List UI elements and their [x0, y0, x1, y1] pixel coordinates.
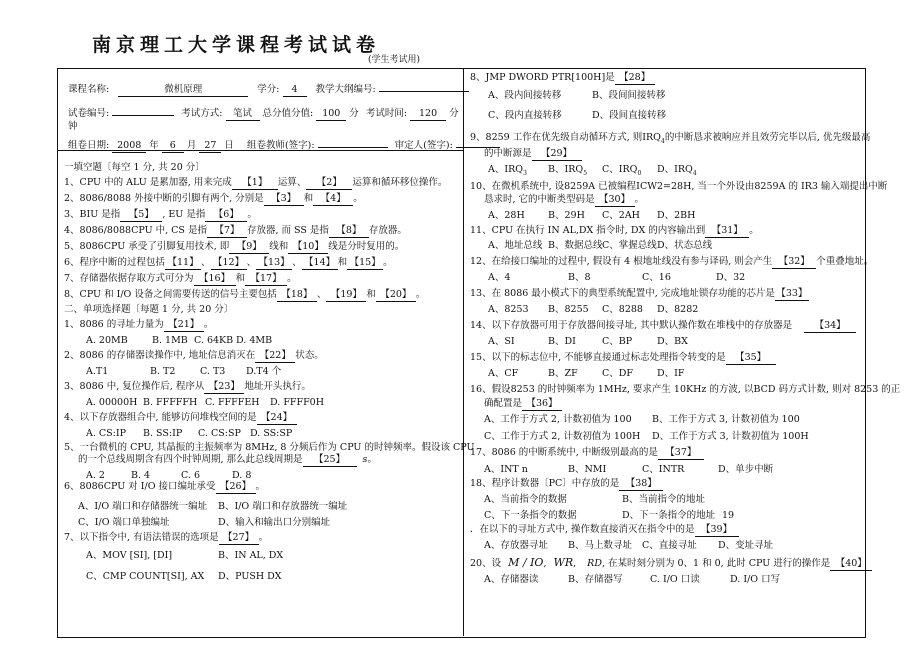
answer-blank: 【10】: [288, 241, 328, 254]
option-c: C、段内直接转移: [488, 110, 562, 121]
option-d: D、8282: [657, 304, 699, 315]
answer-blank: 【32】: [772, 256, 816, 269]
option-d: D、下一条指令的地址: [622, 510, 716, 521]
choice-q15: [470, 352, 776, 365]
q-text: 8、JMP DWORD PTR[100H]是: [470, 72, 615, 83]
q-text: 17、8086 的中断系统中, 中断级别最高的是: [470, 447, 658, 458]
option-d: D.T4 个: [246, 366, 282, 377]
signal-mio: M / IO: [508, 556, 544, 569]
option-d: D、32: [716, 272, 746, 283]
option-d: D. I/O 口写: [730, 574, 781, 585]
choice-q19: [470, 524, 739, 537]
time-unit-wrap: 钟: [68, 121, 78, 132]
option-d: D. FFFF0H: [270, 397, 325, 408]
option-b: B. FFFFFH: [143, 397, 198, 408]
time-value: 120: [410, 108, 446, 121]
signal-rd: RD: [587, 558, 602, 569]
answer-blank: 【39】: [695, 524, 739, 537]
option-d: D、单步中断: [718, 464, 774, 475]
q-text: 4、以下存放器组合中, 能够访问堆栈空间的是: [64, 412, 257, 423]
course-line: [68, 84, 469, 97]
choice-q10-line2: [484, 194, 644, 207]
section-fill-title: 一填空题〔每空 1 分, 共 20 分〕: [64, 162, 205, 173]
answer-blank: 【36】: [522, 398, 562, 411]
option-d: D. SS:SP: [250, 428, 293, 439]
choice-q11: [470, 225, 759, 238]
option-c: C. CS:SP: [198, 428, 241, 439]
q-text: 9、8259 工作在优先级自动循环方式, 则IRQ: [470, 132, 661, 143]
q-text: 存放器。: [368, 225, 407, 236]
answer-blank: 【3】: [264, 193, 304, 206]
option-b: B、ZF: [548, 368, 578, 379]
answer-blank: 【25】: [303, 454, 357, 467]
q-text: ．在以下的寻址方式中, 操作数直接消灭在指令中的是: [470, 524, 695, 535]
option-b: B、段间间接转移: [592, 90, 666, 101]
answer-blank: 【22】: [255, 350, 295, 363]
option-c: [602, 164, 641, 180]
choice-q16-line1: 16、假设8253 的时钟频率为 1MHz, 要求产生 10KHz 的方波, 以BCD 码方式计数, 则对 8253 的正: [470, 384, 901, 395]
time-label: 考试时间:: [365, 108, 408, 119]
option-b: B、8255: [548, 304, 589, 315]
option-text: D、IRQ: [657, 164, 693, 175]
answer-blank: 【19】: [326, 289, 366, 302]
option-a: A、4: [488, 272, 511, 283]
q-text: 的中断源是: [484, 148, 532, 159]
choice-q16-line2: [484, 398, 562, 411]
option-b: B、当前指令的地址: [622, 494, 705, 505]
answer-blank: 【40】: [830, 558, 872, 571]
date-day: 27: [199, 140, 221, 153]
papercode-label: 试卷编号:: [68, 108, 110, 119]
fill-q1: [64, 177, 447, 190]
q-text: 4、8086/8088CPU 中, CS 是指: [64, 225, 207, 236]
answer-blank: 【20】: [376, 289, 416, 302]
q-text: 、: [316, 289, 327, 300]
answer-blank: 【31】: [705, 225, 749, 238]
answer-blank: 【8】: [329, 225, 369, 238]
choice-q9-line1: [470, 132, 870, 148]
option-a: [488, 164, 527, 180]
choice-q20: [470, 557, 872, 571]
q-text: 的一个总线周期含有四个时钟周期, 那么此总线周期是: [78, 454, 303, 465]
answer-blank: 【21】: [164, 319, 204, 332]
option-text: B、IRQ: [548, 164, 584, 175]
option-b: B、8: [568, 272, 591, 283]
q-text: 3、8086 中, 复位操作后, 程序从: [64, 381, 205, 392]
choice-q5-line1: 5、一台微机的 CPU, 其晶振的主振频率为 8MHz, 8 分频后作为 CPU 的时钟频率。假设该 CPU: [64, 442, 475, 453]
q-text: , EU 是指: [162, 209, 206, 220]
q-text: 恳求时, 它的中断类型码是: [484, 194, 595, 205]
option-b: B. 4: [131, 470, 151, 481]
q-text: 。: [634, 194, 645, 205]
option-c: C、BP: [602, 336, 633, 347]
option-d: D、段间直接转移: [592, 110, 667, 121]
choice-q2: [64, 350, 324, 363]
answer-blank: 【18】: [277, 289, 317, 302]
option-a: A、存放器寻址: [484, 540, 548, 551]
option-b: B. SS:IP: [143, 428, 183, 439]
option-c: C、掌握总线: [602, 240, 657, 251]
answer-blank: 【2】: [306, 177, 352, 190]
time-unit: 分: [449, 108, 459, 119]
option-b: B. 1MB: [152, 335, 188, 346]
q-text: 6、8086CPU 对 I/O 接口编址承受: [64, 481, 216, 492]
q-text: 、: [201, 257, 211, 268]
total-unit: 分: [349, 108, 359, 119]
choice-q3: [64, 381, 311, 394]
q-text: 20、设: [470, 558, 502, 569]
option-a: A. 20MB: [86, 335, 128, 346]
date-month-unit: 月: [186, 140, 197, 151]
course-label: 课程名称:: [68, 84, 110, 95]
option-b: B. T2: [150, 366, 176, 377]
answer-blank: 【17】: [245, 273, 287, 286]
q-text: 。: [258, 532, 269, 543]
option-a: A、当前指令的数据: [484, 494, 567, 505]
q-text: 。: [415, 289, 426, 300]
exam-mode-label: 考试方式:: [181, 108, 223, 119]
option-c: C、INTR: [642, 464, 685, 475]
papercode-value: [112, 115, 174, 116]
option-d: [657, 164, 697, 180]
option-a: A、SI: [488, 336, 515, 347]
q-text: 个重叠地址。: [816, 256, 874, 267]
q-text: 、: [292, 257, 302, 268]
answer-blank: 【29】: [532, 148, 582, 161]
choice-q9-line2: [484, 148, 582, 161]
option-d: D、工作于方式 3, 计数初值为 100H: [652, 431, 809, 442]
option-a: A、地址总线: [488, 240, 543, 251]
q-text: ,: [573, 558, 577, 569]
date-line: [68, 140, 500, 153]
option-c: C、DF: [602, 368, 633, 379]
option-text: C、IRQ: [602, 164, 638, 175]
section-choice-title: 二、单项选择题〔每题 1 分, 共 20 分〕: [64, 304, 234, 315]
signal-wr: WR: [553, 556, 574, 569]
option-b: B、数据总线: [548, 240, 603, 251]
q-text: 和: [303, 193, 314, 204]
q-text: 。: [247, 209, 257, 220]
choice-q7: [64, 532, 268, 545]
fill-q8: [64, 289, 425, 302]
answer-blank: 【26】: [216, 481, 256, 494]
reviewer-label: 审定人(签字):: [394, 140, 453, 151]
option-b: B、29H: [548, 210, 585, 221]
answer-blank: 【12】: [211, 257, 247, 270]
option-c: C. FFFFEH: [205, 397, 260, 408]
total-value: 100: [316, 108, 346, 121]
date-label: 组卷日期:: [68, 140, 110, 151]
option-b: B、NMI: [568, 464, 607, 475]
q-text: 4: [660, 137, 665, 145]
q-text: , 在某时刻分别为 0、1 和 0, 此时 CPU 进行的操作是: [601, 558, 831, 569]
course-value: 微机原理: [118, 84, 248, 97]
answer-blank: 【15】: [347, 257, 383, 270]
choice-q12: [470, 256, 873, 269]
q-text: 11、CPU 在执行 IN AL,DX 指令时, DX 的内容输出到: [470, 225, 706, 236]
q-text: 存放器, 而 SS 是指: [246, 225, 329, 236]
option-a: A、28H: [488, 210, 525, 221]
composer-value: [318, 147, 388, 148]
q-text: s: [362, 454, 368, 465]
date-year: 2008: [112, 140, 146, 153]
syllabus-label: 教学大纲编号:: [315, 84, 376, 95]
option-c: C、直接寻址: [642, 540, 697, 551]
exam-subtitle: (学生考试用): [368, 55, 421, 65]
q-text: 2、8086/8088 外接中断的引脚有两个, 分别是: [64, 193, 264, 204]
q-text: 线是分时复用的。: [328, 241, 405, 252]
answer-blank: 【11】: [165, 257, 201, 270]
q-text: 6、程序中断的过程包括: [64, 257, 166, 268]
option-d: D、IF: [657, 368, 685, 379]
q-text: 2、8086 的存储器读操作中, 地址信息消灭在: [64, 350, 256, 361]
option-text: 3: [523, 169, 527, 177]
choice-q17: [470, 447, 704, 460]
answer-blank: 【4】: [313, 193, 353, 206]
option-b: B、IN AL, DX: [218, 550, 284, 561]
option-a: A. CS:IP: [86, 428, 127, 439]
fill-q3: [64, 209, 257, 222]
option-a: A、8253: [488, 304, 529, 315]
fill-q2: [64, 193, 363, 206]
q-text: 。: [367, 454, 377, 465]
q-text: 。: [203, 319, 214, 330]
choice-q8: [470, 72, 655, 85]
q-text: 12、在给接口编址的过程中, 假设有 4 根地址线没有参与译码, 则会产生: [470, 256, 773, 267]
answer-blank: 【28】: [615, 72, 655, 85]
total-label: 总分值分值:: [262, 108, 314, 119]
option-a: A、MOV [SI], [DI]: [86, 550, 173, 561]
answer-blank: 【27】: [219, 532, 259, 545]
option-c: C、下一条指令的数据: [484, 510, 577, 521]
q-text: 15、以下的标志位中, 不能够直接通过标志处理指令转变的是: [470, 352, 726, 363]
date-year-unit: 年: [149, 140, 159, 151]
q-text: 18、程序计数器〔PC〕中存放的是: [470, 478, 620, 489]
answer-blank: 【7】: [207, 225, 247, 238]
option-a: A、CF: [488, 368, 519, 379]
option-b: B、工作于方式 3, 计数初值为 100: [652, 414, 800, 425]
answer-blank: 【24】: [257, 412, 297, 425]
q-text: 。: [255, 481, 266, 492]
answer-blank: 【6】: [205, 209, 247, 222]
fill-q4: [64, 225, 407, 238]
option-c: C、I/O 端口单独编址: [78, 517, 170, 528]
choice-q18: [470, 478, 663, 491]
option-d: D、变址寻址: [718, 540, 774, 551]
syllabus-value: [379, 91, 469, 92]
choice-q13: [470, 288, 809, 301]
date-month: 6: [162, 140, 184, 153]
question-number: 19: [722, 510, 735, 521]
answer-blank: 【9】: [229, 241, 269, 254]
choice-q5-line2: [78, 454, 377, 467]
option-d: D、2BH: [657, 210, 696, 221]
option-text: 0: [637, 169, 642, 177]
option-b: B、DI: [548, 336, 576, 347]
q-text: 。: [353, 193, 363, 204]
answer-blank: 【1】: [232, 177, 278, 190]
q-text: 8、CPU 和 I/O 设备之间需要传送的信号主要包括: [64, 289, 277, 300]
q-text: 14、以下存放器可用于存放器间接寻址, 其中默认操作数在堆栈中的存放器是: [470, 320, 793, 331]
option-d: D. 8: [232, 470, 252, 481]
option-c: C. 6: [181, 470, 201, 481]
q-text: 7、以下指令中, 有语法错误的选项是: [64, 532, 219, 543]
option-a: A. 00000H: [86, 397, 138, 408]
option-text: A、IRQ: [488, 164, 524, 175]
q-text: 地址开头执行。: [244, 381, 311, 392]
q-text: 和: [235, 273, 246, 284]
answer-blank: 【34】: [804, 320, 856, 333]
answer-blank: 【35】: [726, 352, 776, 365]
q-text: 1、CPU 中的 ALU 是累加器, 用来完成: [64, 177, 232, 188]
answer-blank: 【23】: [204, 381, 244, 394]
composer-label: 组卷教师(签字):: [246, 140, 315, 151]
q-text: 3、BIU 是指: [64, 209, 121, 220]
exam-title: 南京理工大学课程考试试卷: [92, 34, 381, 56]
option-a: A、INT n: [484, 464, 528, 475]
exam-mode-value: 笔试: [226, 108, 260, 121]
answer-blank: 【37】: [658, 447, 704, 460]
option-c: C、工作于方式 2, 计数初值为 100H: [484, 431, 641, 442]
q-text: 状态。: [295, 350, 324, 361]
option-c: C. T3: [200, 366, 226, 377]
option-a: A、段内间接转移: [488, 90, 562, 101]
q-text: 确配置是: [484, 398, 523, 409]
fill-q7: [64, 273, 297, 286]
answer-blank: 【14】: [302, 257, 338, 270]
paper-line: [68, 108, 459, 121]
choice-q1: [64, 319, 213, 332]
answer-blank: 【30】: [595, 194, 635, 207]
q-text: 的中断恳求被响应并且效劳完毕以后, 优先级最高: [664, 132, 871, 143]
q-text: 13、在 8086 最小模式下的典型系统配置中, 完成地址锁存功能的芯片是: [470, 288, 775, 299]
choice-q6: [64, 481, 265, 494]
option-a: A.T1: [86, 366, 109, 377]
option-d: D、PUSH DX: [218, 571, 282, 582]
fill-q6: [64, 257, 393, 270]
option-c: C. I/O 口读: [650, 574, 700, 585]
q-text: 线和: [269, 241, 289, 252]
option-d: D、输入和输出口分别编址: [218, 517, 331, 528]
q-text: 5、8086CPU 承受了引脚复用技术, 即: [64, 241, 230, 252]
option-c: C、16: [642, 272, 671, 283]
option-c: C、2AH: [602, 210, 640, 221]
option-text: 5: [583, 169, 588, 177]
date-day-unit: 日: [224, 140, 234, 151]
answer-blank: 【33】: [776, 288, 808, 299]
option-c: C. 64KB: [194, 335, 234, 346]
choice-q10-line1: 10、在微机系统中, 设8259A 已被编程ICW2=28H, 当一个外设由8259A 的 IR3 输入端提出中断: [470, 181, 888, 192]
choice-q14: [470, 320, 856, 333]
column-divider: [463, 68, 464, 636]
q-text: 运算、: [277, 177, 307, 188]
q-text: 运算和循环移位操作。: [352, 177, 448, 188]
option-text: 4: [692, 169, 697, 177]
credit-label: 学分:: [257, 84, 280, 95]
q-text: 。: [383, 257, 393, 268]
q-text: 1、8086 的寻址力量为: [64, 319, 164, 330]
option-b: B、存储器写: [568, 574, 623, 585]
answer-blank: 【38】: [619, 478, 663, 491]
option-a: A、I/O 端口和存储器统一编址: [78, 501, 208, 512]
q-text: 、: [246, 257, 257, 268]
q-text: ,: [543, 558, 547, 569]
choice-q4: [64, 412, 297, 425]
answer-blank: 【16】: [194, 273, 236, 286]
option-a: A. 2: [86, 470, 105, 481]
option-d: D. 4MB: [236, 335, 273, 346]
option-d: D、状态总线: [657, 240, 713, 251]
answer-blank: 【13】: [256, 257, 292, 270]
option-b: B、马上数寻址: [568, 540, 632, 551]
option-c: C、CMP COUNT[SI], AX: [86, 571, 205, 582]
answer-blank: 【5】: [120, 209, 162, 222]
credit-value: 4: [283, 84, 307, 97]
q-text: 。: [287, 273, 297, 284]
option-b: [548, 164, 587, 180]
option-d: D、BX: [657, 336, 688, 347]
option-c: C、8288: [602, 304, 643, 315]
q-text: 和: [366, 289, 376, 300]
q-text: 。: [749, 225, 759, 236]
q-text: 和: [337, 257, 348, 268]
option-b: B、I/O 端口和存放器统一编址: [218, 501, 348, 512]
fill-q5: [64, 241, 404, 254]
option-a: A、存储器读: [484, 574, 539, 585]
option-a: A、工作于方式 2, 计数初值为 100: [484, 414, 632, 425]
q-text: 7、存储器依据存取方式可分为: [64, 273, 194, 284]
